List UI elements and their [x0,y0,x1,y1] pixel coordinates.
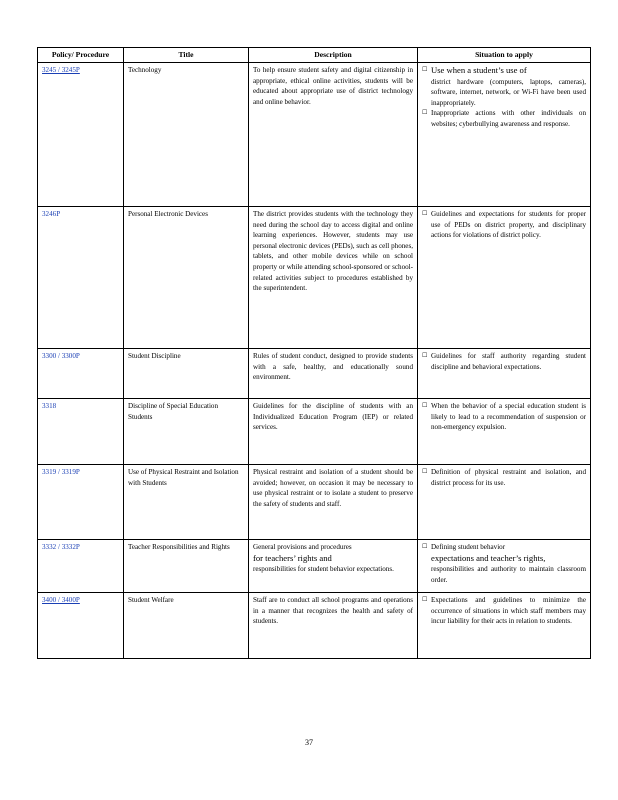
description-line: responsibilities for student behavior expectations. [253,565,394,574]
header-description: Description [249,48,418,63]
situation-lead: Use when a student’s use of [431,65,527,75]
situation-cell [418,593,591,659]
situation-item: ☐ Guidelines for staff authority regarding student discipline and behavioral expectations. [422,351,586,372]
table-row [38,349,591,399]
situation-cell [418,207,591,349]
situation-text: district hardware (computers, laptops, cameras), software, internet, network, or Wi-Fi have been used inappropriately. [431,77,586,107]
policy-table [37,47,591,659]
situation-item: ☐ When the behavior of a special education student is likely to lead to a recommendation of suspension or non-emergency expulsion. [422,401,586,433]
situation-item: ☐ Definition of physical restraint and isolation, and district process for its use. [422,467,586,488]
policy-cell: 3300 / 3300P [38,349,124,399]
table-row [38,63,591,207]
title-cell: Personal Electronic Devices [124,207,249,349]
description-cell: Rules of student conduct, designed to provide students with a safe, healthy, and educationally sound environment. [249,349,418,399]
description-cell: Guidelines for the discipline of students with an Individualized Education Program (IEP) or related services. [249,399,418,465]
situation-cell [418,399,591,465]
title-cell: Student Welfare [124,593,249,659]
table-row [38,593,591,659]
description-line: for teachers’ rights and [253,552,332,563]
description-cell: Physical restraint and isolation of a student should be avoided; however, on occasion it may be necessary to use physical restraint or to isolate a student to preserve the safety of students and staff. [249,465,418,540]
policy-cell: 3318 [38,399,124,465]
policy-cell [38,593,124,659]
table-row [38,207,591,349]
description-cell: To help ensure student safety and digital citizenship in appropriate, ethical online activities, students will be educated about appropriate use of district technology and online behavior. [249,63,418,207]
situation-line: Defining student behavior [431,543,506,551]
table-row [38,540,591,593]
situation-cell [418,349,591,399]
situation-item: ☐ Expectations and guidelines to minimize the occurrence of situations in which staff members may incur liability for their acts in relation to students. [422,595,586,627]
table-header-row [38,48,591,63]
title-cell: Discipline of Special Education Students [124,399,249,465]
description-cell: Staff are to conduct all school programs and operations in a manner that recognizes the health and safety of students. [249,593,418,659]
policy-cell: 3319 / 3319P [38,465,124,540]
situation-item: ☐ Inappropriate actions with other individuals on websites; cyberbullying awareness and response. [422,108,586,129]
situation-cell [418,63,591,207]
situation-line: responsibilities and authority to maintain classroom order. [431,565,586,584]
situation-item [422,542,586,585]
situation-item: ☐ Guidelines and expectations for students for proper use of PEDs on district property, and disciplinary actions for violations of district policy. [422,209,586,241]
situation-line: expectations and teacher’s rights, [431,552,546,563]
description-line: General provisions and procedures [253,543,352,551]
header-policy: Policy/ Procedure [38,48,124,63]
title-cell: Teacher Responsibilities and Rights [124,540,249,593]
situation-item [422,65,586,108]
title-cell: Use of Physical Restraint and Isolation with Students [124,465,249,540]
title-cell: Technology [124,63,249,207]
policy-cell [38,63,124,207]
policy-link[interactable]: 3400 / 3400P [42,596,80,604]
header-situation: Situation to apply [418,48,591,63]
description-cell [249,540,418,593]
policy-link[interactable]: 3245 / 3245P [42,66,80,74]
policy-cell: 3332 / 3332P [38,540,124,593]
situation-cell [418,465,591,540]
situation-cell [418,540,591,593]
table-row [38,399,591,465]
description-cell: The district provides students with the technology they need during the school day to access digital and online learning experiences. However, students may use personal electronic devices (PEDs), such as cell phones, tablets, and other mobile devices while on school property or while attending school-sponsored or school-related activities subject to procedures established by the superintendent. [249,207,418,349]
header-title: Title [124,48,249,63]
page-number: 37 [305,738,313,747]
title-cell: Student Discipline [124,349,249,399]
policy-cell: 3246P [38,207,124,349]
table-row [38,465,591,540]
